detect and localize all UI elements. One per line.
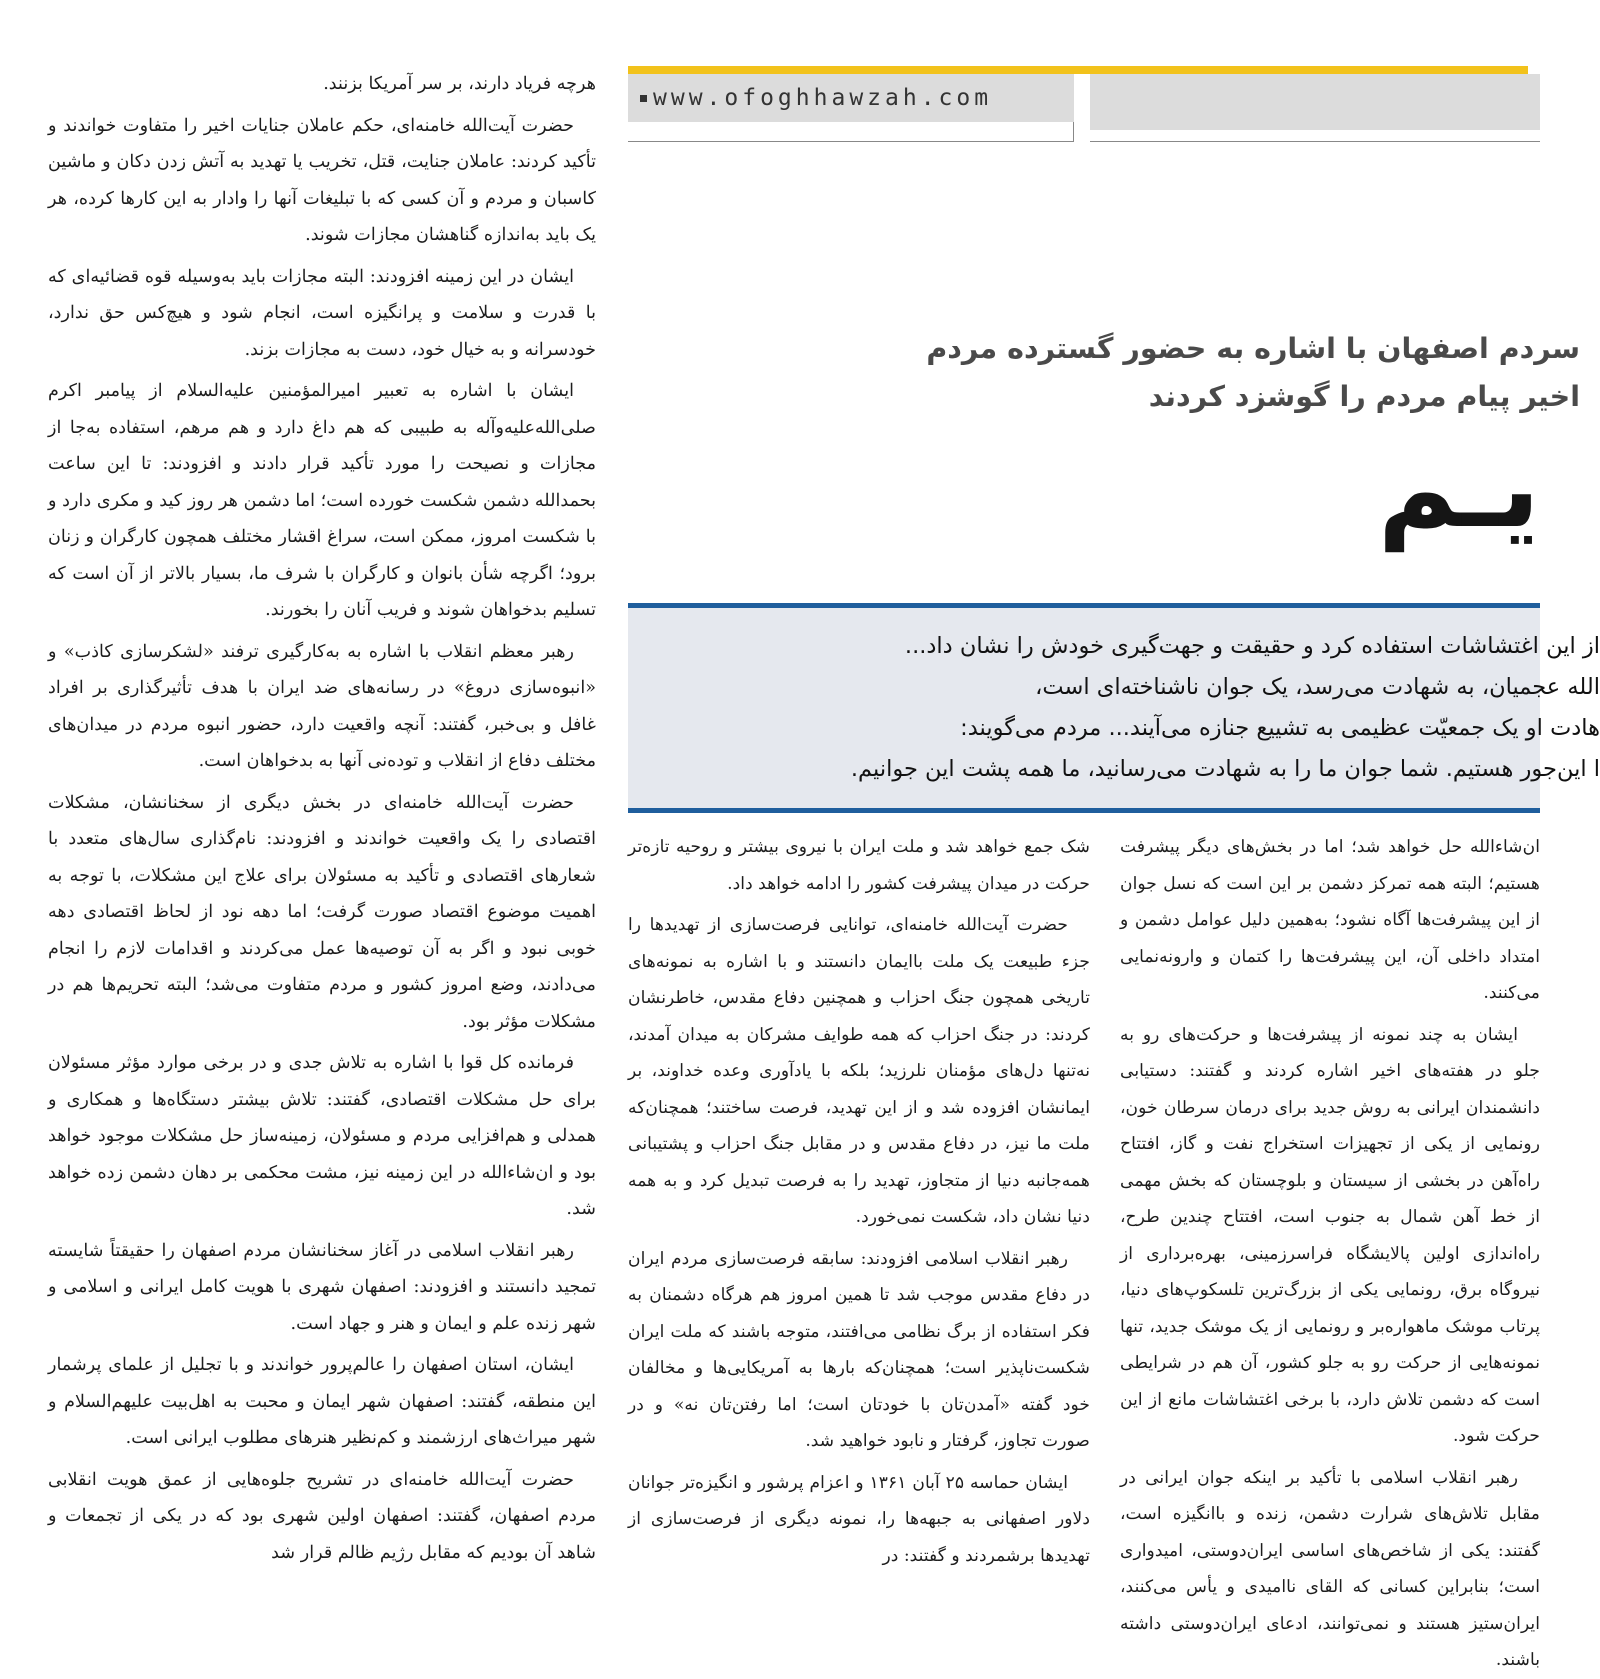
paragraph: حضرت آیت‌الله خامنه‌ای، حکم عاملان جنایات اخیر را متفاوت خواندند و تأکید کردند: عاملان جنایت، قتل، تخریب یا تهدید به آتش زدن دکان و ماشین کاسبان و مردم و آن کسی که با تبلیغات آنها را وادار به این کارها کرده، هر یک باید به‌اندازه گناهشان مجازات شوند. [48, 115, 596, 245]
subtitle-line: اخیر پیام مردم را گوشزد کردند [1148, 380, 1580, 413]
headline-subtitle [600, 325, 1580, 421]
quote-border-bottom [628, 808, 1540, 813]
paragraph: حضرت آیت‌الله خامنه‌ای، توانایی فرصت‌سازی از تهدیدها را جزء طبیعت یک ملت باایمان دانستند و با اشاره به نمونه‌های تاریخی همچون جنگ احزاب و همچنین دفاع مقدس، خاطرنشان کردند: در جنگ احزاب که همه طوایف مشرکان به میدان آمدند، نه‌تنها دل‌های مؤمنان نلرزید؛ بلکه با یادآوری وعده خداوند، بر ایمانشان افزوده شد و از این تهدید، فرصت ساختند؛ همچنان‌که ملت ما نیز، در دفاع مقدس و در مقابل جنگ احزاب و پشتیبانی همه‌جانبه دنیا از متجاوز، تهدید را به فرصت تبدیل کرد و به همه دنیا نشان داد، شکست نمی‌خورد. [628, 915, 1090, 1227]
quote-line: از این اغتشاشات استفاده کرد و حقیقت و جهت‌گیری خودش را نشان داد... [904, 633, 1600, 659]
paragraph: ایشان در این زمینه افزودند: البته مجازات باید به‌وسیله قوه قضائیه‌ای که با قدرت و سلامت و پرانگیزه است، انجام شود و هیچ‌کس حق ندارد، خودسرانه و به خیال خود، دست به مجازات بزند. [48, 266, 596, 360]
quote-text [640, 626, 1600, 790]
paragraph: حضرت آیت‌الله خامنه‌ای در تشریح جلوه‌هایی از عمق هویت انقلابی مردم اصفهان، گفتند: اصفهان اولین شهری بود که در یکی از تجمعات و شاهد آن بودیم که مقابل رژیم ظالم قرار شد [48, 1469, 596, 1563]
article-column-middle [628, 829, 1090, 1650]
paragraph: حضرت آیت‌الله خامنه‌ای در بخش دیگری از سخنانشان، مشکلات اقتصادی را یک واقعیت خواندند و افزودند: نام‌گذاری سال‌های متعدد با شعارهای اقتصادی و تأکید به مسئولان برای علاج این مشکلات، با توجه به اهمیت موضوع اقتصاد صورت گرفت؛ اما دهه نود از لحاظ اقتصادی دهه خوبی نبود و اگر به آن توصیه‌ها عمل می‌کردند و اقدامات لازم را انجام می‌دادند، وضع امروز کشور و مردم متفاوت می‌شد؛ البته تحریم‌ها هم در مشکلات مؤثر بود. [48, 792, 596, 1032]
quote-line: الله عجمیان، به شهادت می‌رسد، یک جوان ناشناخته‌ای است، [1035, 674, 1600, 700]
site-url[interactable] [640, 85, 992, 111]
article-column-left [48, 66, 596, 1650]
url-banner [628, 74, 1074, 122]
paragraph: شک جمع خواهد شد و ملت ایران با نیروی بیشتر و روحیه تازه‌تر حرکت در میدان پیشرفت کشور را ادامه خواهد داد. [628, 837, 1090, 894]
quote-line: هادت او یک جمعیّت عظیمی به تشییع جنازه می‌آیند... مردم می‌گویند: [960, 715, 1600, 741]
divider [1090, 141, 1540, 142]
quote-box [628, 608, 1600, 808]
subtitle-line: سردم اصفهان با اشاره به حضور گسترده مردم [926, 332, 1580, 365]
divider [628, 141, 1074, 142]
article-column-right [1120, 829, 1540, 1670]
header-accent-bar [628, 66, 1528, 74]
paragraph: ان‌شاءالله حل خواهد شد؛ اما در بخش‌های دیگر پیشرفت هستیم؛ البته همه تمرکز دشمن بر این است که نسل جوان از این پیشرفت‌ها آگاه نشود؛ به‌همین دلیل عوامل دشمن و امتداد داخلی آن، این پیشرفت‌ها را کتمان و وارونه‌نمایی می‌کنند. [1120, 837, 1540, 1003]
paragraph: ایشان، استان اصفهان را عالم‌پرور خواندند و با تجلیل از علمای پرشمار این منطقه، گفتند: اصفهان شهر ایمان و محبت به اهل‌بیت علیهم‌السلام و شهر میراث‌های ارزشمند و کم‌نظیر هنرهای مطلوب ایرانی است. [48, 1355, 596, 1448]
divider [1073, 122, 1074, 142]
paragraph: فرمانده کل قوا با اشاره به تلاش جدی و در برخی موارد مؤثر مسئولان برای حل مشکلات اقتصادی، گفتند: تلاش بیشتر دستگاه‌ها و همکاری و همدلی و هم‌افزایی مردم و مسئولان، زمینه‌ساز حل مشکلات موجود خواهد بود و ان‌شاءالله در این زمینه نیز، مشت محکمی بر دهان دشمن زده خواهد شد. [48, 1053, 596, 1219]
paragraph: ایشان به چند نمونه از پیشرفت‌ها و حرکت‌های رو به جلو در هفته‌های اخیر اشاره کردند و گفتند: دستیابی دانشمندان ایرانی به روش جدید برای درمان سرطان خون، رونمایی از یکی از تجهیزات استخراج نفت و گاز، افتتاح راه‌آهن در بخشی از سیستان و بلوچستان که بخش مهمی از خط آهن شمال به جنوب است، افتتاح چندین طرح، راه‌اندازی اولین پالایشگاه فراسرزمینی، بهره‌برداری از نیروگاه برق، رونمایی یکی از بزرگ‌ترین تلسکوپ‌های دنیا، پرتاب موشک ماهواره‌بر و رونمایی از یک موشک جدید، تنها نمونه‌هایی از حرکت رو به جلو کشور، آن هم در شرایطی است که دشمن تلاش دارد، با برخی اغتشاشات مانع از این حرکت شود. [1120, 1024, 1540, 1446]
paragraph: ایشان با اشاره به تعبیر امیرالمؤمنین علیه‌السلام از پیامبر اکرم صلی‌الله‌علیه‌وآله به طبیبی که هم داغ دارد و هم مرهم، استفاده به‌جا از مجازات و نصیحت را مورد تأکید قرار دادند و افزودند: تا این ساعت بحمدالله دشمن شکست خورده است؛ اما دشمن هر روز کید و مکری دارد و با شکست امروز، ممکن است، سراغ اقشار مختلف همچون کارگران و زنان برود؛ اگرچه شأن بانوان و کارگران با شرف ما، بسیار بالاتر از آن است که تسلیم بدخواهان شوند و فریب آنان را بخورند. [48, 381, 596, 620]
paragraph: رهبر انقلاب اسلامی افزودند: سابقه فرصت‌سازی مردم ایران در دفاع مقدس موجب شد تا همین امروز هم هرگاه دشمنان به فکر استفاده از برگ نظامی می‌افتند، متوجه باشند که ملت ایران شکست‌ناپذیر است؛ همچنان‌که بارها به آمریکایی‌ها و مخالفان خود گفته «آمدن‌تان با خودتان است؛ اما رفتن‌تان نه» و در صورت تجاوز، گرفتار و نابود خواهید شد. [628, 1248, 1090, 1451]
site-url-text: www.ofoghhawzah.com [653, 85, 993, 111]
bullet-icon [640, 95, 647, 102]
paragraph: رهبر انقلاب اسلامی با تأکید بر اینکه جوان ایرانی در مقابل تلاش‌های شرارت دشمن، زنده و باانگیزه است، گفتند: یکی از شاخص‌های اساسی ایران‌دوستی، امیدواری است؛ بنابراین کسانی که القای ناامیدی و یأس می‌کنند، ایران‌ستیز هستند و نمی‌توانند، ادعای ایران‌دوستی داشته باشند. [1120, 1467, 1540, 1670]
headline-title: یـم [1377, 427, 1540, 552]
header-panel [1090, 74, 1540, 130]
paragraph: هرچه فریاد دارند، بر سر آمریکا بزنند. [323, 74, 596, 94]
quote-line: ا این‌جور هستیم. شما جوان ما را به شهادت می‌رسانید، ما همه پشت این جوانیم. [850, 756, 1600, 782]
paragraph: ایشان حماسه ۲۵ آبان ۱۳۶۱ و اعزام پرشور و انگیزه‌تر جوانان دلاور اصفهانی به جبهه‌ها را، نمونه دیگری از فرصت‌سازی از تهدیدها برشمردند و گفتند: در [628, 1472, 1090, 1566]
paragraph: رهبر انقلاب اسلامی در آغاز سخنانشان مردم اصفهان را حقیقتاً شایسته تمجید دانستند و افزودند: اصفهان شهری با هویت کامل ایرانی و اسلامی و شهر زنده علم و ایمان و هنر و جهاد است. [48, 1240, 596, 1334]
paragraph: رهبر معظم انقلاب با اشاره به به‌کارگیری ترفند «لشکرسازی کاذب» و «انبوه‌سازی دروغ» در رسانه‌های ضد ایران با هدف تأثیرگذاری بر افراد غافل و بی‌خبر، گفتند: آنچه واقعیت دارد، حضور انبوه مردم در میدان‌های مختلف دفاع از انقلاب و توده‌نی آنها به بدخواهان است. [48, 641, 596, 771]
